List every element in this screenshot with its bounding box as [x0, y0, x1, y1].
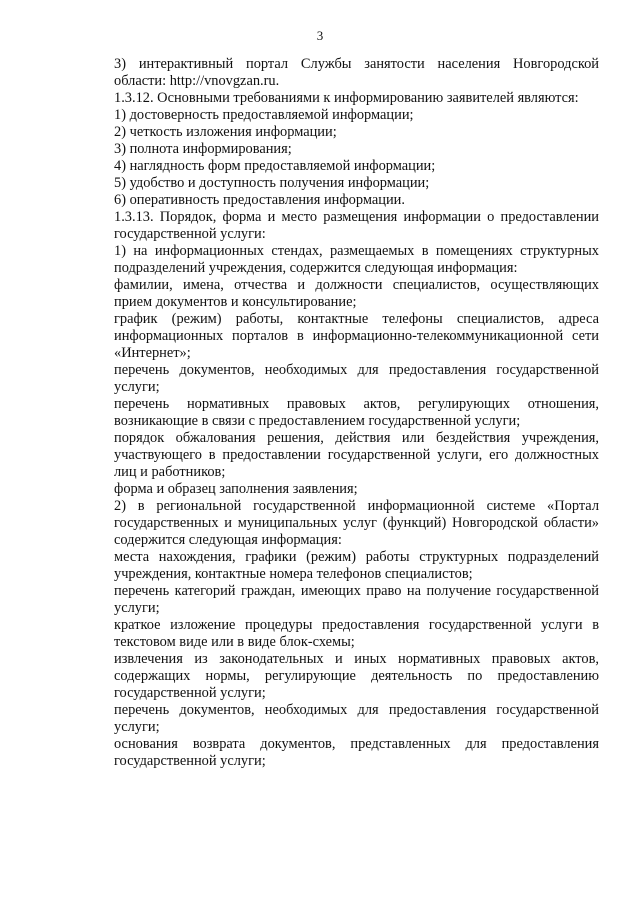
paragraph-portal-categories: перечень категорий граждан, имеющих право на получение государственной услуги; [114, 583, 599, 616]
paragraph-stand-appeal: порядок обжалования решения, действия или бездействия учреждения, участвующего в предоставлении государственной услуги, его должностных лиц и работников; [114, 430, 599, 480]
list-item-requirement-2: 2) четкость изложения информации; [114, 124, 337, 140]
paragraph-stand-form: форма и образец заполнения заявления; [114, 481, 358, 497]
list-item-requirement-4: 4) наглядность форм предоставляемой информации; [114, 158, 436, 174]
list-item-requirement-3: 3) полнота информирования; [114, 141, 292, 157]
paragraph-portal-return-grounds: основания возврата документов, представленных для предоставления государственной услуги; [114, 736, 599, 769]
paragraph-portal-vnovgzan: 3) интерактивный портал Службы занятости населения Новгородской области: http://vnovgzan.ru. [114, 56, 599, 89]
paragraph-portal-extracts: извлечения из законодательных и иных нормативных правовых актов, содержащих нормы, регулирующие деятельность по предоставлению государственной услуги; [114, 651, 599, 701]
paragraph-portal-documents: перечень документов, необходимых для предоставления государственной услуги; [114, 702, 599, 735]
paragraph-portal-locations: места нахождения, графики (режим) работы структурных подразделений учреждения, контактные номера телефонов специалистов; [114, 549, 599, 582]
page-number: 3 [316, 28, 324, 43]
paragraph-stand-documents: перечень документов, необходимых для предоставления государственной услуги; [114, 362, 599, 395]
paragraph-1-3-13: 1.3.13. Порядок, форма и место размещения информации о предоставлении государственной услуги: [114, 209, 599, 242]
paragraph-info-stands: 1) на информационных стендах, размещаемых в помещениях структурных подразделений учреждения, содержится следующая информация: [114, 243, 599, 276]
paragraph-1-3-12: 1.3.12. Основными требованиями к информированию заявителей являются: [114, 90, 579, 106]
paragraph-stand-schedule: график (режим) работы, контактные телефоны специалистов, адреса информационных порталов в информационно-телекоммуникационной сети «Интернет»; [114, 311, 599, 361]
paragraph-regional-portal: 2) в региональной государственной информационной системе «Портал государственных и муниципальных услуг (функций) Новгородской области» содержится следующая информация: [114, 498, 599, 548]
paragraph-stand-specialists: фамилии, имена, отчества и должности специалистов, осуществляющих прием документов и консультирование; [114, 277, 599, 310]
list-item-requirement-5: 5) удобство и доступность получения информации; [114, 175, 430, 191]
document-body [114, 56, 599, 770]
paragraph-portal-procedure: краткое изложение процедуры предоставления государственной услуги в текстовом виде или в виде блок-схемы; [114, 617, 599, 650]
list-item-requirement-6: 6) оперативность предоставления информации. [114, 192, 405, 208]
list-item-requirement-1: 1) достоверность предоставляемой информации; [114, 107, 414, 123]
paragraph-stand-legal-acts: перечень нормативных правовых актов, регулирующих отношения, возникающие в связи с предоставлением государственной услуги; [114, 396, 599, 429]
